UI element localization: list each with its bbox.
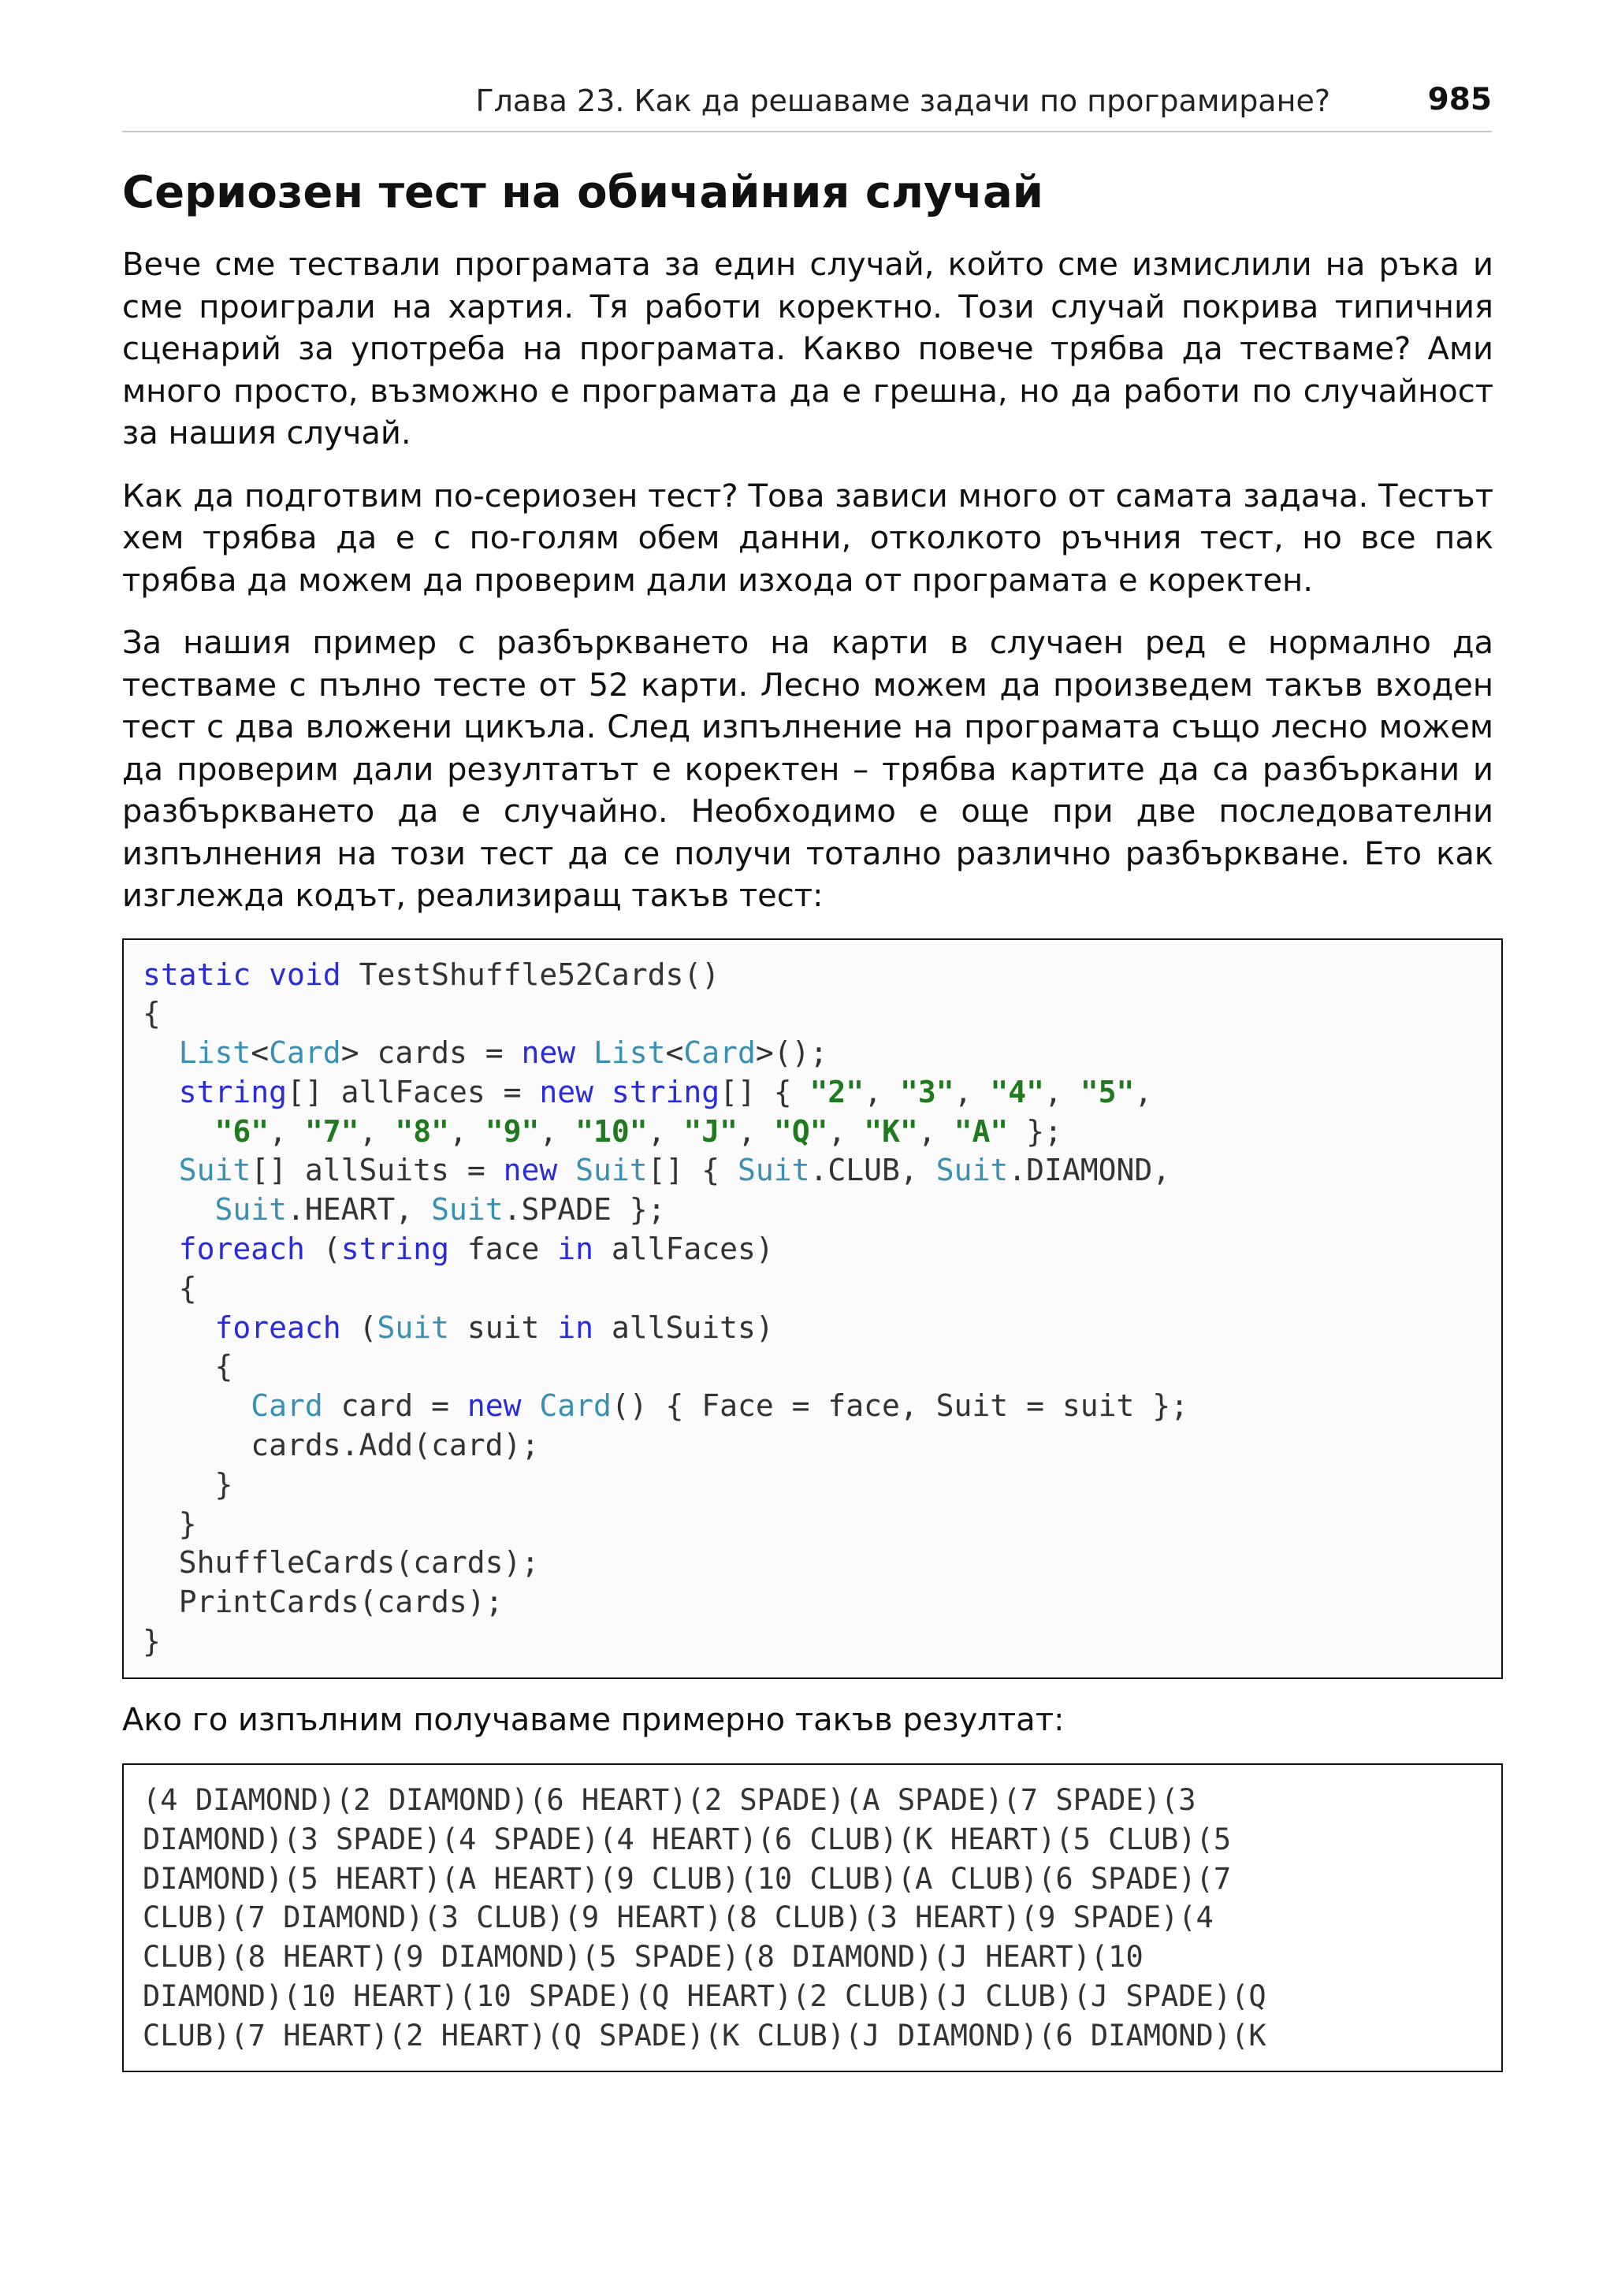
code-token: .CLUB, (809, 1153, 936, 1188)
code-token: string (340, 1232, 449, 1267)
code-token: Card (251, 1388, 323, 1424)
code-token: new (539, 1074, 593, 1109)
code-token (593, 1075, 612, 1109)
code-line (143, 1309, 1482, 1348)
code-token: , (359, 1113, 396, 1149)
code-token: , (954, 1074, 991, 1109)
code-token: { (143, 996, 161, 1031)
output-line: CLUB)(7 HEART)(2 HEART)(Q SPADE)(K CLUB)(J DIAMOND)(6 DIAMOND)(K (143, 2018, 1266, 2053)
output-line: DIAMOND)(3 SPADE)(4 SPADE)(4 HEART)(6 CLUB)(K HEART)(5 CLUB)(5 (143, 1822, 1232, 1857)
section-title: Сериозен тест на обичайния случай (122, 167, 1043, 218)
code-token (143, 1388, 251, 1423)
output-line: CLUB)(8 HEART)(9 DIAMOND)(5 SPADE)(8 DIAMOND)(J HEART)(10 (143, 1940, 1144, 1975)
code-token: static (143, 957, 251, 992)
code-token: allFaces) (593, 1232, 774, 1267)
code-token: >(); (755, 1035, 828, 1071)
code-token: "2" (809, 1074, 865, 1109)
code-token: { (143, 1349, 233, 1384)
code-token: face (448, 1232, 558, 1267)
code-token: { (143, 1270, 197, 1306)
code-token: Suit (431, 1192, 504, 1228)
chapter-title: Глава 23. Как да решаваме задачи по програмиране? (475, 84, 1330, 118)
output-line: (4 DIAMOND)(2 DIAMOND)(6 HEART)(2 SPADE)(A SPADE)(7 SPADE)(3 (143, 1783, 1196, 1818)
code-token: Suit (738, 1153, 810, 1188)
code-token (143, 1192, 215, 1227)
code-token: < (665, 1035, 684, 1071)
code-token: suit (448, 1310, 558, 1345)
code-token (557, 1153, 575, 1187)
code-token: , (738, 1113, 774, 1149)
code-token: Suit (575, 1153, 648, 1188)
code-token: Suit (178, 1153, 251, 1188)
code-token: ( (304, 1232, 341, 1267)
code-token: , (647, 1113, 684, 1149)
paragraph-1: Вече сме тествали програмата за един случай, който сме измислили на ръка и сме проиграли на хартия. Тя работи коректно. Този случай покрива типичния сценарий за употреба на програмата. Какво повече трябва да тестваме? Ами много просто, възможно е програмата да е грешна, но да работи по случайност за нашия случай. (122, 247, 1493, 451)
code-token: new (503, 1153, 558, 1188)
code-token: "9" (485, 1113, 540, 1149)
code-line (143, 1426, 1482, 1466)
code-token: [] { (647, 1153, 738, 1188)
code-token: .DIAMOND, (1008, 1153, 1171, 1188)
output-line: DIAMOND)(5 HEART)(A HEART)(9 CLUB)(10 CLUB)(A CLUB)(6 SPADE)(7 (143, 1861, 1232, 1896)
code-token: new (521, 1035, 576, 1071)
code-token: "7" (304, 1113, 359, 1149)
code-token: }; (1008, 1113, 1062, 1149)
code-token: } (143, 1466, 233, 1502)
code-token: in (557, 1310, 593, 1345)
code-token: "4" (990, 1074, 1044, 1109)
code-token: Suit (214, 1192, 288, 1228)
code-token: "J" (683, 1113, 738, 1149)
code-token: TestShuffle52Cards() (340, 957, 720, 992)
code-token: , (1134, 1074, 1153, 1109)
running-header (122, 79, 1492, 132)
code-block (122, 938, 1503, 1679)
code-token: cards.Add(card); (143, 1428, 540, 1463)
code-token: new (467, 1388, 522, 1424)
code-token: , (448, 1113, 485, 1149)
code-token: > cards = (340, 1035, 522, 1071)
code-line (143, 1387, 1482, 1426)
code-token (521, 1388, 539, 1423)
page-content (122, 244, 1493, 2072)
code-token: Card (683, 1035, 756, 1071)
code-line (143, 1113, 1482, 1152)
code-token: "10" (575, 1113, 648, 1149)
code-token: < (251, 1035, 270, 1071)
code-token: foreach (178, 1232, 305, 1267)
code-line (143, 1622, 1482, 1662)
code-token: void (269, 957, 341, 992)
output-block (122, 1763, 1503, 2072)
code-token: "5" (1080, 1074, 1135, 1109)
code-token (251, 957, 269, 992)
code-token: ShuffleCards(cards); (143, 1545, 540, 1581)
code-line (143, 1347, 1482, 1387)
code-token: [] { (720, 1074, 810, 1109)
paragraph-2: Как да подготвим по-сериозен тест? Това зависи много от самата задача. Тестът хем трябва да е с по-голям обем данни, отколкото ръчния тест, но все пак трябва да можем да проверим дали изхода от програмата е коректен. (122, 477, 1493, 599)
result-intro: Ако го изпълним получаваме примерно такъв резултат: (122, 1701, 1065, 1738)
code-token: List (178, 1035, 251, 1071)
code-line (143, 1230, 1482, 1269)
code-token: foreach (214, 1310, 341, 1345)
code-line (143, 1191, 1482, 1230)
code-token (575, 1035, 593, 1070)
code-line (143, 956, 1482, 995)
code-token: "Q" (773, 1113, 828, 1149)
code-token: List (593, 1035, 666, 1071)
code-line (143, 1466, 1482, 1505)
code-token: , (539, 1113, 576, 1149)
code-line (143, 1583, 1482, 1622)
code-token: string (611, 1074, 720, 1109)
code-token: card = (322, 1388, 467, 1424)
code-token: Card (269, 1035, 341, 1071)
code-token: "K" (864, 1113, 918, 1149)
code-token: [] allFaces = (287, 1074, 540, 1109)
code-token: ( (340, 1310, 377, 1345)
output-line: CLUB)(7 DIAMOND)(3 CLUB)(9 HEART)(8 CLUB)(3 HEART)(9 SPADE)(4 (143, 1900, 1214, 1935)
code-token: in (557, 1232, 594, 1267)
code-token (143, 1035, 179, 1070)
code-token: .SPADE }; (503, 1192, 666, 1228)
code-token (143, 1114, 215, 1149)
code-token: .HEART, (287, 1192, 432, 1228)
page-number: 985 (1427, 82, 1492, 117)
code-line (143, 1034, 1482, 1073)
code-token: string (178, 1074, 288, 1109)
code-token: } (143, 1506, 197, 1541)
code-token: Suit (935, 1153, 1009, 1188)
code-token: "8" (395, 1113, 449, 1149)
code-line (143, 994, 1482, 1034)
code-line (143, 1073, 1482, 1113)
code-token: "6" (214, 1113, 270, 1149)
code-line (143, 1544, 1482, 1583)
code-token: , (269, 1113, 305, 1149)
code-token: Card (539, 1388, 612, 1424)
code-token: PrintCards(cards); (143, 1585, 504, 1620)
code-token: "3" (899, 1074, 954, 1109)
code-token: [] allSuits = (251, 1153, 504, 1188)
code-token: () { Face = face, Suit = suit }; (611, 1388, 1188, 1424)
output-line: DIAMOND)(10 HEART)(10 SPADE)(Q HEART)(2 CLUB)(J CLUB)(J SPADE)(Q (143, 1978, 1266, 2013)
code-token: Suit (377, 1310, 449, 1345)
code-line (143, 1151, 1482, 1191)
code-token: "A" (954, 1113, 1009, 1149)
code-token (143, 1310, 215, 1345)
code-token (143, 1232, 179, 1266)
paragraph-3: За нашия пример с разбъркването на карти в случаен ред е нормално да тестваме с пълно тесте от 52 карти. Лесно можем да произведем такъв входен тест с два вложени цикъла. След изпълнение на програмата също лесно можем да проверим дали резултатът е коректен – трябва картите да са разбъркани и разбъркването да е случайно. Необходимо е още при две последователни изпълнения на този тест да се получи тотално различно разбъркване. Ето как изглежда кодът, реализиращ такъв тест: (122, 625, 1493, 914)
code-token (143, 1153, 179, 1187)
code-token (143, 1075, 179, 1109)
code-token: , (864, 1074, 900, 1109)
code-token: , (827, 1113, 865, 1149)
code-token: , (1044, 1074, 1080, 1109)
code-line (143, 1269, 1482, 1309)
code-token: , (917, 1113, 954, 1149)
code-line (143, 1505, 1482, 1544)
code-token: allSuits) (593, 1310, 774, 1345)
code-token: } (143, 1624, 161, 1659)
